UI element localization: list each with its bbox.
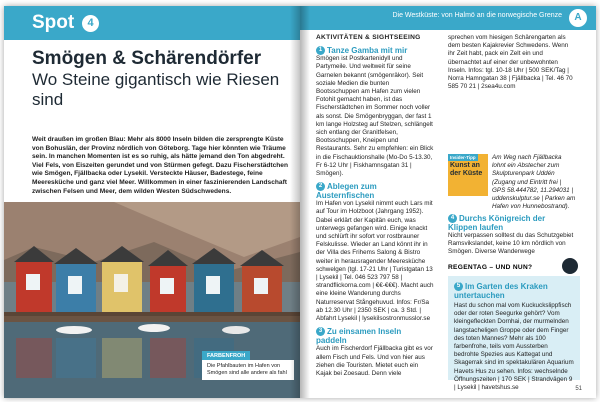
entry-title: Im Garten des Kraken untertauchen <box>454 282 548 300</box>
left-page <box>4 6 300 398</box>
activities-column <box>316 34 434 378</box>
insider-tip-box <box>448 154 488 196</box>
entry-number: 3 <box>316 327 325 336</box>
photo-caption-tag: FARBENFROH <box>202 351 250 361</box>
entry-4 <box>448 214 576 257</box>
rain-cloud-icon <box>562 258 578 274</box>
spot-number-badge: 4 <box>82 15 99 32</box>
photo-caption: Die Pfahlbauten im Hafen von Smögen sind alle andere als fahl <box>202 360 294 380</box>
entry-text: Auch im Fischerdorf Fjällbacka gibt es vor allem Fisch und Fels. Und von hier aus ziehen die Touristen. Mietet euch ein Kajak bei Zoesaud. Denn viele <box>316 345 433 377</box>
entry-text: Nicht verpassen solltest du das Schutzgebiet Ramsvikslandet, keine 10 km nördlich von Smögen. Diverse Wanderwege <box>448 232 574 256</box>
entry-text: Im Hafen von Lysekil nimmt euch Lars mit auf Tour im Holzboot (Jahrgang 1952). Dabei erklärt der Kapitän euch, was unterwegs gefangen wird. Einige knackt und schlürft ihr sofort vor rostbrauner Felskulisse. Wieder an Land könnt ihr in der Villa des Frihems Salong & Bistro weiter in herausragender Meeresküche schwelgen (tgl. 17-21 Uhr | Turistgatan 13 | Lysekil | Tel. 046 523 797 58 | strandflickorna.com | €€-€€€). Macht auch eine kleine Wanderung durchs Naturreservat Stångehuvud. Infos: Fr/Sa ab 12.30 Uhr | 2350 SEK | ca. 3 Std. | Abfahrt Lysekil | lysekilsostronmusslor.se <box>316 200 434 323</box>
entry-number: 5 <box>454 282 463 291</box>
entry-title: Durchs Königreich der Klippen laufen <box>448 214 546 232</box>
spot-label: Spot <box>32 12 75 33</box>
continued-text: sprechen vom hiesigen Schärengarten als dem besten Kajakrevier Schwedens. Wenn ihr Zeit habt, pack ein Zelt ein und übernachtet auf einer der unbewohnten Inseln. Infos: tgl. 10-18 Uhr | 500 SEK/Tag | Norra Hamngatan 38 | Fjällbacka | Tel. 46 70 585 70 21 | 2sea4u.com <box>448 34 573 91</box>
right-page <box>300 6 596 398</box>
spot-header-bar <box>4 6 300 40</box>
page-number: 51 <box>575 386 582 392</box>
entry-2 <box>316 182 434 323</box>
entry-number: 2 <box>316 182 325 191</box>
entry-title: Zu einsamen Inseln paddeln <box>316 327 402 346</box>
running-head-bar <box>300 6 596 30</box>
section-heading: AKTIVITÄTEN & SIGHTSEEING <box>316 34 421 41</box>
entry-title: Tanze Gamba mit mir <box>327 46 408 56</box>
insider-tip-tag: Insider-Tipp <box>450 155 476 160</box>
entry-text: Smögen ist Postkartenidyll und Partymeile. Und weltweit für seine Garnelen bekannt (smögenräkor). Seit soziale Medien die bunten Bootsschuppen am Hafen zum vielen Fotohit gemacht haben, ist das Fischerstädtchen im Sommer noch voller als sonst. Die Smögenbryggan, der fast 1 km lange Holzsteg auf Stelzen, schlängelt sich entlang der Granitfelsen, Bootsschuppen, Kneipen und Restaurants. Sehr zu empfehlen: ein Blick in die Fischauktionshalle (Mo-Do 5-13.30, Fr 6-12 Uhr | Fiskhamnsgatan 31 | Smögen). <box>316 55 434 178</box>
region-badge: A <box>569 9 587 27</box>
entry-3 <box>316 327 434 378</box>
page-title: Smögen & Schärendörfer <box>32 48 262 69</box>
entry-1 <box>316 46 434 178</box>
rainy-day-heading: REGENTAG – UND NUN? <box>448 264 533 271</box>
insider-tip-title: Kunst an der Küste <box>450 162 483 177</box>
entry-number: 1 <box>316 46 325 55</box>
intro-paragraph: Weit draußen im großen Blau: Mehr als 8000 Inseln bilden die zersprengte Küste von Bohuslän, der Provinz nördlich von Göteborg. Tage hier könnten wie Träume sein. In manchen Momenten ist es so ruhig, als hätte jemand den Ton abgedreht. Viel Fels, von Eiszeiten gerundet und von Stürmen gefegt. Dazu Fischerstädtchen wie Smögen, Fjällbacka oder Lysekil. Versteckte Häuser, Badestege, feine Meeresküche und ganz viel Meer. Willkommen in einer faszinierenden Landschaft zwischen Felsen und Meer, dem wilden Westen Südschwedens. <box>32 136 288 195</box>
entry-text: Hast du schon mal vom Kuckuckslippfisch oder der roten Seegurke gehört? Vom kleingefleckten Dornhai, der murmelnden langstacheligen Groppe oder dem Finger des toten Mannes? Mehr als 100 farbenfrohe, teils vom Aussterben bedrohte Spezies aus Kattegat und Skagerrak sind im spektakulären Aquarium Havets Hus zu sehen. Infos: wechselnde Öffnungszeiten | 170 SEK | Strandvägen 9 | Lysekil | havetshus.se <box>454 302 574 392</box>
entry-title: Ablegen zum Austernfischen <box>316 182 377 201</box>
guidebook-spread <box>4 6 596 398</box>
entry-number: 4 <box>448 214 457 223</box>
running-head: Die Westküste: von Halmö an die norwegische Grenze <box>392 12 562 19</box>
insider-tip-text: Am Weg nach Fjällbacka lohnt ein Abstecher zum Skulpturenpark Uddén (Zugang und Eintritt frei | GPS 58.444782, 11.294031 | uddenskulptur.se | Parken am Hafen von Hunnebostrand). <box>492 154 576 211</box>
page-subtitle: Wo Steine gigantisch wie Riesen sind <box>32 70 280 109</box>
